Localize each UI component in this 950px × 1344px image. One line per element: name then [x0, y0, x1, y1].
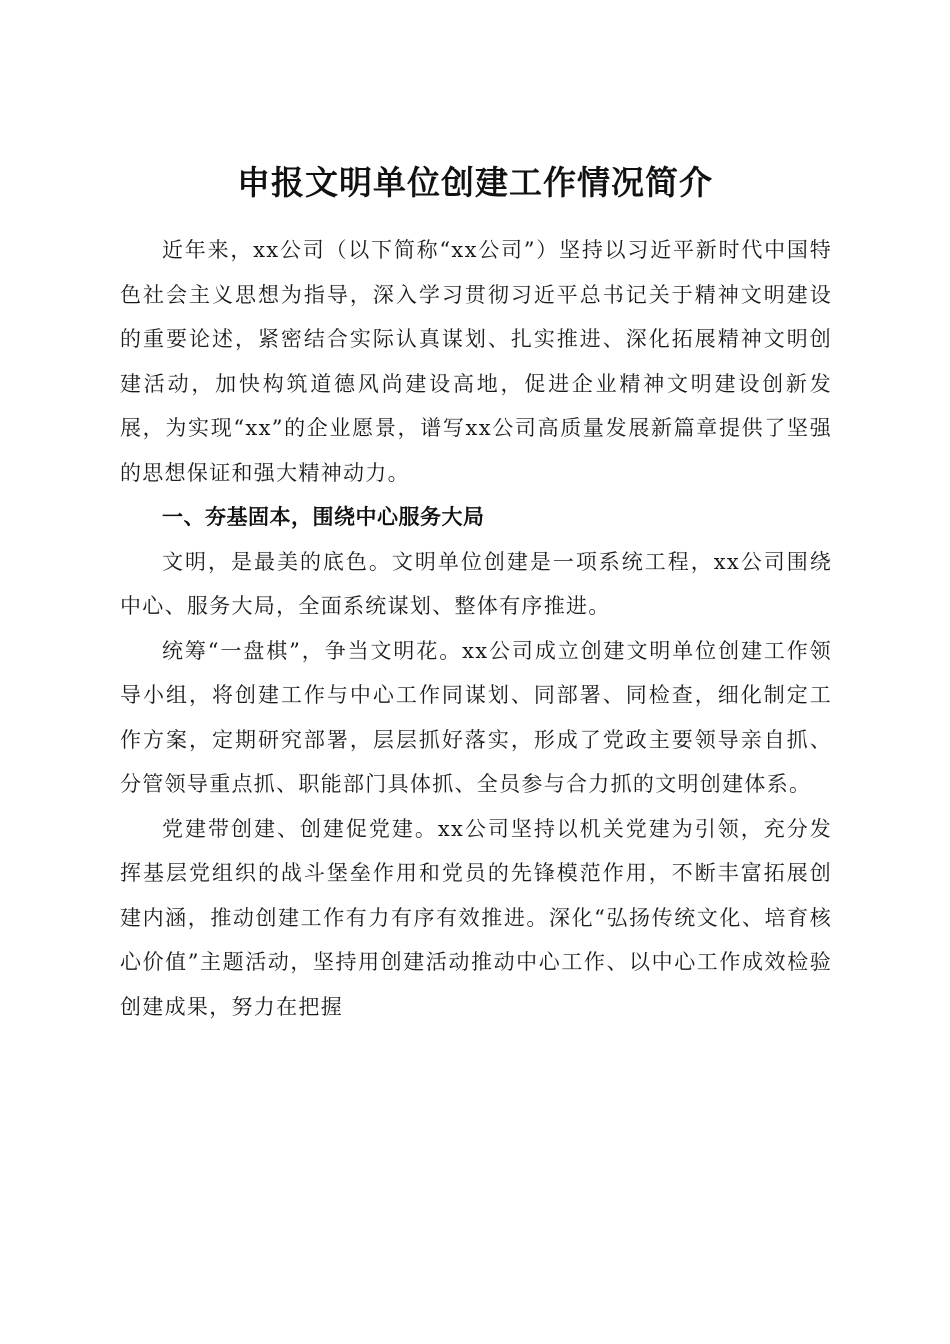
intro-paragraph: 近年来，xx公司（以下简称“xx公司”）坚持以习近平新时代中国特色社会主义思想为指导，深入学习贯彻习近平总书记关于精神文明建设的重要论述，紧密结合实际认真谋划、扎实推进、深化拓展精神文明创建活动，加快构筑道德风尚建设高地，促进企业精神文明建设创新发展，为实现“xx”的企业愿景，谱写xx公司高质量发展新篇章提供了坚强的思想保证和强大精神动力。	[120, 238, 832, 485]
body-paragraph: 统筹“一盘棋”，争当文明花。xx公司成立创建文明单位创建工作领导小组，将创建工作与中心工作同谋划、同部署、同检查，细化制定工作方案，定期研究部署，层层抓好落实，形成了党政主要领导亲自抓、分管领导重点抓、职能部门具体抓、全员参与合力抓的文明创建体系。	[120, 638, 832, 796]
body-paragraph: 文明，是最美的底色。文明单位创建是一项系统工程，xx公司围绕中心、服务大局，全面系统谋划、整体有序推进。	[120, 549, 832, 618]
body-paragraph: 党建带创建、创建促党建。xx公司坚持以机关党建为引领，充分发挥基层党组织的战斗堡垒作用和党员的先锋模范作用，不断丰富拓展创建内涵，推动创建工作有力有序有效推进。深化“弘扬传统文化、培育核心价值”主题活动，坚持用创建活动推动中心工作、以中心工作成效检验创建成果，努力在把握	[120, 816, 832, 1019]
document-title: 申报文明单位创建工作情况简介	[237, 163, 713, 203]
document-body	[120, 228, 832, 1029]
section-heading: 一、夯基固本，围绕中心服务大局	[162, 505, 485, 529]
